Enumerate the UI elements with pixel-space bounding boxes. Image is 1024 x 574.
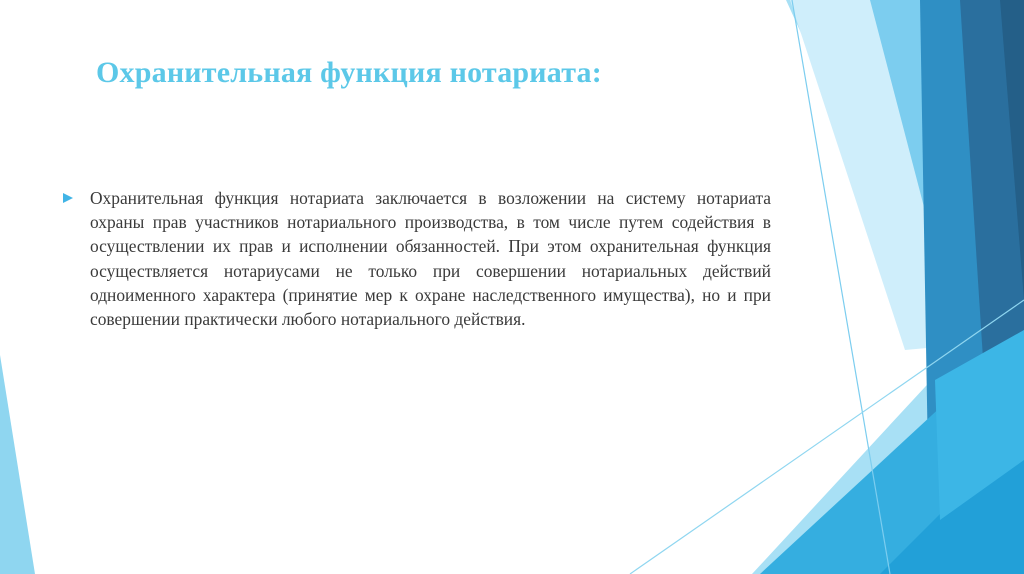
slide-title: Охранительная функция нотариата: — [96, 56, 602, 89]
left-accent-shape — [0, 355, 35, 574]
bullet-text: Охранительная функция нотариата заключается в возложении на систему нотариата охраны прав участников нотариального производства, в том числе путем содействия в осуществлении их прав и исполнении обязанностей. При этом охранительная функция осуществляется нотариусами не только при совершении нотариальных действий одноименного характера (принятие мер к охране наследственного имущества), но и при совершении практически любого нотариального действия. — [90, 188, 771, 330]
triangle-bullet-icon — [62, 192, 74, 204]
